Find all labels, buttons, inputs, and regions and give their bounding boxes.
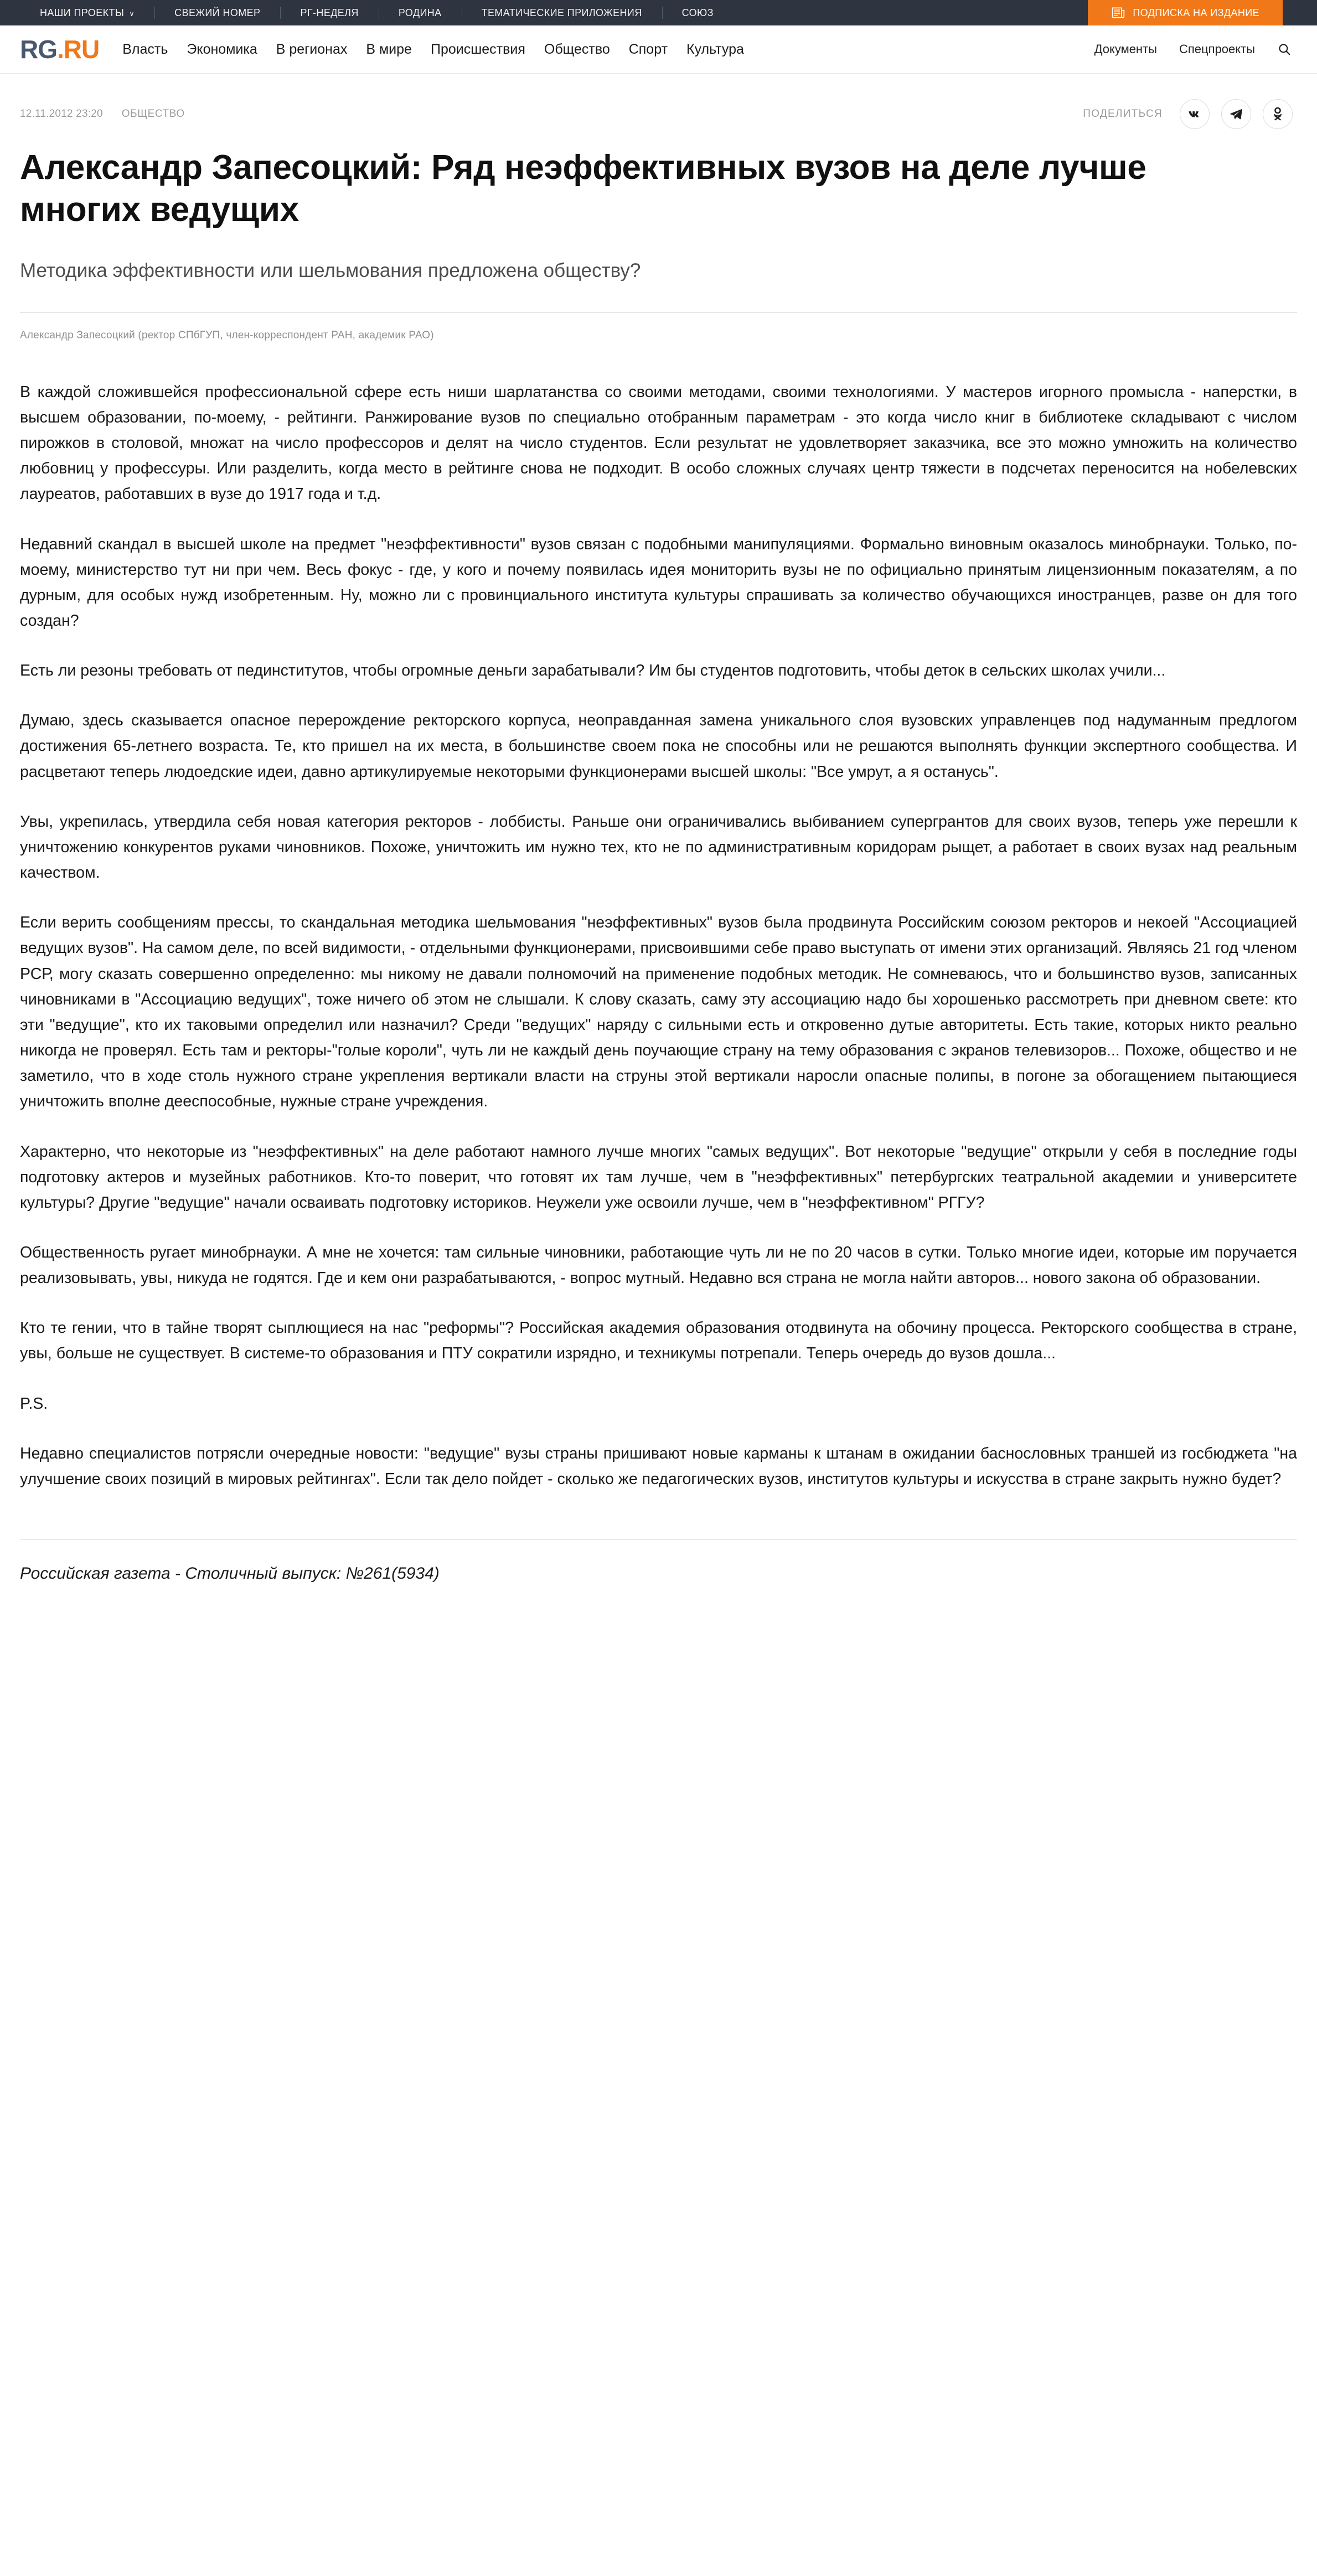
topbar-item-rg-week[interactable] [280,0,378,25]
chevron-down-icon: ∨ [129,9,135,18]
article-postscript-label: P.S. [20,1394,48,1413]
topbar-item-label: ТЕМАТИЧЕСКИЕ ПРИЛОЖЕНИЯ [481,7,642,18]
share-odnoklassniki-button[interactable] [1263,99,1293,129]
topbar-item-soyuz[interactable] [662,0,734,25]
topbar-item-label: СВЕЖИЙ НОМЕР [174,7,261,18]
article-paragraph: Недавно специалистов потрясли очередные новости: "ведущие" вузы страны пришивают новые карманы к штанам в ожидании баснословных траншей из госбюджета "на улучшение своих позиций в мировых рейтингах". Если так дело пойдет - сколько же педагогических вузов, институтов культуры и искусства в стране закрыть нужно будет? [20,1444,1297,1488]
publication-source: Российская газета - Столичный выпуск: №261(5934) [20,1564,440,1583]
vk-icon [1187,107,1202,121]
share-vk-button[interactable] [1180,99,1210,129]
topbar-item-our-projects[interactable] [20,0,154,25]
nav-item-dokumenty[interactable]: Документы [1094,42,1157,56]
top-utility-bar [0,0,1317,25]
topbar-item-fresh-issue[interactable] [154,0,280,25]
utility-links [1094,42,1297,56]
section-links [122,42,744,58]
logo-rg: RG [20,35,57,64]
share-bar [1083,99,1297,129]
article-paragraph: Думаю, здесь сказывается опасное перерождение ректорского корпуса, неоправданная замена уникального слоя вузовских управленцев под надуманным предлогом достижения 65-летнего возраста. Те, кто пришел на их места, в большинстве своем пока не способны или не решаются выполнять функции экспертного сообщества. И расцветают теперь людоедские идеи, давно артикулируемые некоторыми функционерами высшей школы: "Все умрут, а я останусь". [20,712,1297,781]
logo-dot: . [57,35,64,64]
topbar-item-rodina[interactable] [379,0,462,25]
article-paragraph: Общественность ругает минобрнауки. А мне не хочется: там сильные чиновники, работающие чуть ли не по 20 часов в сутки. Только многие идеи, которые им поручается реализовывать, увы, никуда не годятся. Где и кем они разрабатываются, - вопрос мутный. Недавно вся страна не могла найти авторов... нового закона об образовании. [20,1243,1297,1287]
logo-ru: RU [63,35,100,64]
telegram-icon [1229,107,1243,121]
article-body [20,379,1297,1492]
article [20,74,1297,1583]
subscribe-button-label: ПОДПИСКА НА ИЗДАНИЕ [1133,7,1259,18]
nav-item-specproekty[interactable]: Спецпроекты [1179,42,1255,56]
odnoklassniki-icon [1272,107,1284,121]
article-paragraph: Характерно, что некоторые из "неэффективных" на деле работают намного лучше многих "самых ведущих". Вот некоторые "ведущие" открыли у себя в последние годы подготовку актеров и музейных работников. Кто-то поверит, что готовят их там лучше, чем в "неэффективных" петербургских театральной академии и университете культуры? Другие "ведущие" начали осваивать подготовку историков. Неужели уже освоили лучше, чем в "неэффективном" РГГУ? [20,1142,1297,1212]
newspaper-icon [1111,6,1125,20]
source-divider [20,1539,1297,1540]
share-label: ПОДЕЛИТЬСЯ [1083,108,1163,120]
publish-timestamp: 12.11.2012 23:20 [20,108,103,120]
search-button[interactable] [1277,42,1292,56]
nav-item-kultura[interactable]: Культура [686,41,744,57]
nav-item-ekonomika[interactable]: Экономика [187,41,257,57]
nav-item-v-regionah[interactable]: В регионах [276,41,348,57]
nav-item-v-mire[interactable]: В мире [366,41,412,57]
article-subheadline: Методика эффективности или шельмования предложена обществу? [20,260,641,282]
nav-item-obshchestvo[interactable]: Общество [544,41,610,57]
article-paragraph: Увы, укрепилась, утвердила себя новая категория ректоров - лоббисты. Раньше они ограничивались выбиванием супергрантов для своих вузов, теперь уже перешли к уничтожению конкурентов руками чиновников. Похоже, уничтожить им нужно тех, кто не по административным коридорам рыщет, а работает в своих вузах над реальным качеством. [20,812,1297,882]
article-byline: Александр Запесоцкий (ректор СПбГУП, член-корреспондент РАН, академик РАО) [20,329,434,341]
article-paragraph: Кто те гении, что в тайне творят сыплющиеся на нас "реформы"? Российская академия образования отодвинута на обочину процесса. Ректорского сообщества в стране, увы, больше не существует. В системе-то образования и ПТУ сократили изрядно, и техникумы потрепали. Теперь очередь до вузов дошла... [20,1319,1297,1363]
article-paragraph: Если верить сообщениям прессы, то скандальная методика шельмования "неэффективных" вузов была продвинута Российским союзом ректоров и некоей "Ассоциацией ведущих вузов". На самом деле, по всей видимости, - отдельными функционерами, присвоившими себе право выступать от имени этих организаций. Являясь 21 год членом РСР, могу сказать совершенно определенно: мы никому не давали полномочий на применение подобных методик. Не сомневаюсь, что и большинство вузов, записанных чиновниками в "Ассоциацию ведущих", тоже ничего об этом не слышали. К слову сказать, саму эту ассоциацию надо бы хорошенько рассмотреть при дневном свете: кто эти "ведущие", кто их таковыми определил или назначил? Среди "ведущих" наряду с сильными есть и откровенно дутые авторитеты. Есть такие, которых никто реально никогда не проверял. Есть там и ректоры-"голые короли", чуть ли не каждый день поучающие страну на тему образования с экранов телевизоров... Похоже, общество и не заметило, что в ходе столь нужного стране укрепления вертикали власти на струны этой вертикали наросли опасные полипы, в погоне за обогащением пытающиеся уничтожить вполне дееспособные, нужные стране учреждения. [20,914,1297,1111]
topbar-item-thematic-supplements[interactable] [462,0,662,25]
nav-item-proisshestviya[interactable]: Происшествия [430,41,525,57]
topbar-item-label: НАШИ ПРОЕКТЫ [40,7,125,18]
page-title: Александр Запесоцкий: Ряд неэффективных вузов на деле лучше многих ведущих [20,148,1146,229]
category-link[interactable]: ОБЩЕСТВО [121,108,185,120]
topbar-item-label: РГ-НЕДЕЛЯ [300,7,359,18]
nav-item-vlast[interactable]: Власть [122,41,168,57]
article-paragraph: В каждой сложившейся профессиональной сфере есть ниши шарлатанства со своими методами, своими технологиями. У мастеров игорного промысла - наперстки, в высшем образовании, по-моему, - рейтинги. Ранжирование вузов по специально отобранным параметрам - это когда число книг в библиотеке складывают с числом пирожков в столовой, множат на число профессоров и делят на число студентов. Если результат не удовлетворяет заказчика, все это можно умножить на количество любовниц у профессуры. Или разделить, когда место в рейтинге снова не подходит. В особо сложных случаях центр тяжести в подсчетах переносится на нобелевских лауреатов, работавших в вузе до 1917 года и т.д. [20,383,1297,503]
article-meta [20,74,1297,132]
top-utility-links [0,0,734,25]
topbar-item-label: СОЮЗ [681,7,714,18]
topbar-item-label: РОДИНА [398,7,442,18]
subscribe-button[interactable] [1088,0,1283,25]
site-logo[interactable] [20,37,99,62]
article-paragraph: Есть ли резоны требовать от пединститутов, чтобы огромные деньги зарабатывали? Им бы студентов подготовить, чтобы деток в сельских школах учили... [20,662,1166,680]
nav-item-sport[interactable]: Спорт [628,41,668,57]
article-paragraph: Недавний скандал в высшей школе на предмет "неэффективности" вузов связан с подобными манипуляциями. Формально виновным оказалось минобрнауки. Только, по-моему, министерство тут ни при чем. Весь фокус - где, у кого и почему появилась идея мониторить вузы не по официально принятым лицензионным показателям, а по дурным, для особых нужд изобретенным. Ну, можно ли с провинциального института культуры спрашивать за количество обучающихся иностранцев, разве он для того создан? [20,535,1297,630]
byline-divider [20,312,1297,313]
search-icon [1277,42,1292,56]
main-navigation [0,25,1317,74]
share-telegram-button[interactable] [1221,99,1251,129]
